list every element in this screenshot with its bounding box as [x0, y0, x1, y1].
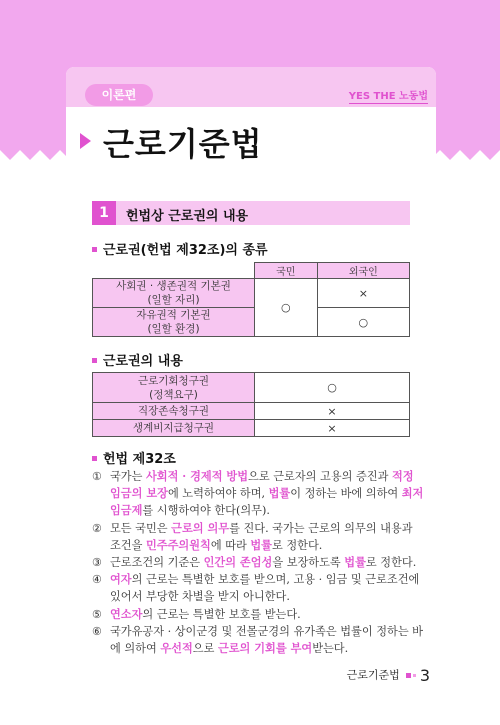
list-item: ⑥ 국가유공자 · 상이군경 및 전몰군경의 유가족은 법률이 정하는 바에 의하여 우선적으로 근로의 기회를 부여받는다. — [92, 624, 423, 656]
col-header-citizen: 국민 — [255, 263, 318, 279]
list-item: ④ 여자의 근로는 특별한 보호를 받으며, 고용 · 임금 및 근로조건에 있어서 부당한 차별을 받지 아니한다. — [92, 572, 420, 604]
cell-foreigner-freedom: ○ — [317, 308, 409, 337]
list-item: ① 국가는 사회적 · 경제적 방법으로 근로자의 고용의 증진과 적정임금의 보장에 노력하여야 하며, 법률이 정하는 바에 의하여 최저임금제를 시행하여야 한다(의무). — [92, 469, 424, 518]
cell-citizen-both: ○ — [255, 279, 318, 337]
bullet-square-icon — [92, 247, 97, 252]
title-arrow-icon — [80, 133, 91, 149]
row-label-continuation: 직장존속청구권 — [93, 403, 255, 420]
item-number: ⑥ — [92, 624, 103, 638]
row-label-opportunity: 근로기회청구권 (정책요구) — [93, 373, 255, 403]
table-corner — [93, 263, 255, 279]
item-number: ② — [92, 521, 103, 535]
cell-continuation: × — [255, 403, 410, 420]
col-header-foreigner: 외국인 — [317, 263, 409, 279]
item-number: ⑤ — [92, 607, 103, 621]
subheading-article32 — [92, 448, 176, 467]
footer-label: 근로기준법 — [346, 668, 400, 682]
row-label-living: 생계비지급청구권 — [93, 420, 255, 437]
category-badge: 이론편 — [85, 84, 153, 106]
subheading-text: 헌법 제32조 — [103, 452, 176, 467]
cell-foreigner-social: × — [317, 279, 409, 308]
list-item: ③ 근로조건의 기준은 인간의 존엄성을 보장하도록 법률로 정한다. — [92, 554, 424, 571]
row-label-social: 사회권 · 생존권적 기본권 (일할 자리) — [93, 279, 255, 308]
bullet-square-icon — [92, 358, 97, 363]
rights-content-table — [92, 372, 410, 437]
row-label-freedom: 자유권적 기본권 (일할 환경) — [93, 308, 255, 337]
subheading-types — [92, 239, 268, 258]
page-footer — [347, 666, 430, 685]
item-number: ③ — [92, 556, 103, 570]
cell-living: × — [255, 420, 410, 437]
list-item: ⑤ 연소자의 근로는 특별한 보호를 받는다. — [92, 606, 424, 623]
footer-dot-small-icon — [413, 674, 416, 677]
page-title: 근로기준법 — [103, 125, 263, 163]
section-number: 1 — [92, 201, 116, 225]
item-number: ① — [92, 470, 103, 483]
section-title: 헌법상 근로권의 내용 — [126, 209, 249, 224]
cell-opportunity: ○ — [255, 373, 410, 403]
bullet-square-icon — [92, 456, 97, 461]
subheading-text: 근로권(헌법 제32조)의 종류 — [103, 243, 268, 258]
series-label: YES THE 노동법 — [349, 87, 428, 104]
footer-dot-icon — [406, 673, 411, 678]
page-number: 3 — [419, 666, 430, 685]
article-items — [92, 468, 424, 657]
subheading-text: 근로권의 내용 — [103, 354, 183, 369]
list-item: ② 모든 국민은 근로의 의무를 진다. 국가는 근로의 의무의 내용과 조건을 민주주의원칙에 따라 법률로 정한다. — [92, 520, 413, 552]
item-number: ④ — [92, 573, 103, 587]
subheading-content — [92, 350, 183, 369]
rights-types-table — [92, 262, 410, 337]
